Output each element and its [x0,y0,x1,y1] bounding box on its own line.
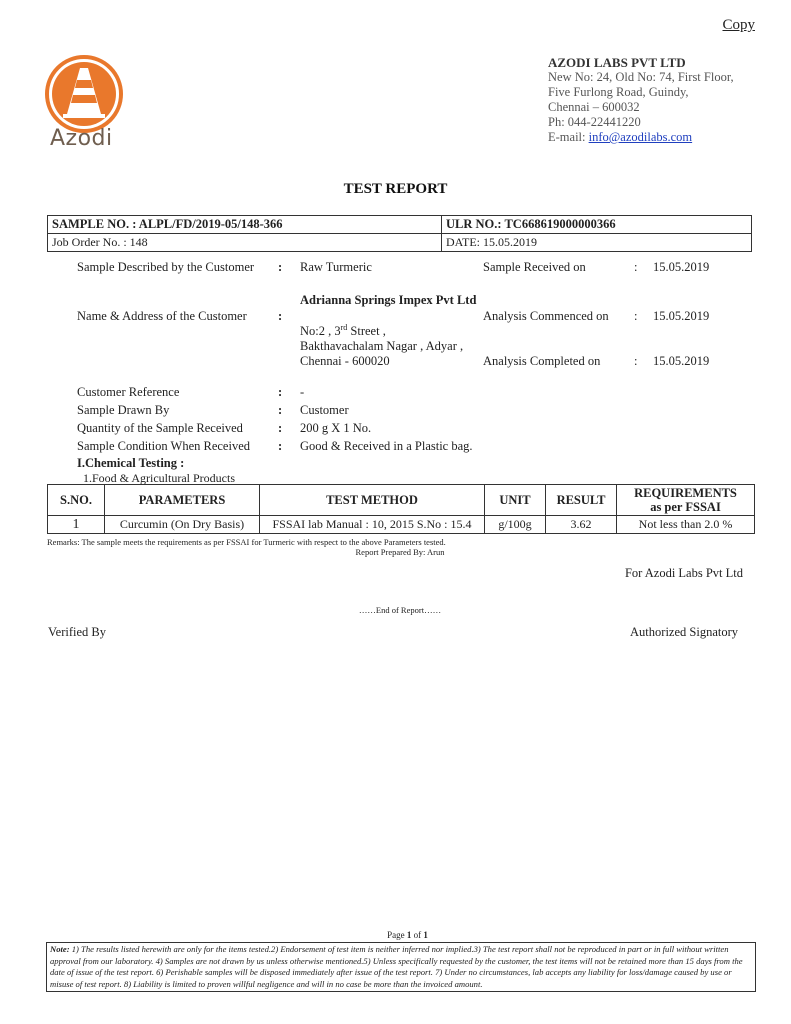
page-number [0,930,791,940]
sample-received-label: Sample Received on [483,260,586,274]
company-name: AZODI LABS PVT LTD [548,55,686,70]
colon: : [278,260,283,274]
customer-address-line2: Bakthavachalam Nagar , Adyar , [300,339,464,353]
sample-described-value: Raw Turmeric [300,260,372,274]
logo-text: Azodi [50,126,113,151]
header-parameters: PARAMETERS [105,485,260,516]
page-total: 1 [423,930,428,940]
note-text: 1) The results listed herewith are only for the items tested.2) Endorsement of test item is neither inferred nor implied.3) The test report shall not be reproduced in part or in full without written approval from our laboratory. 4) Samples are not drawn by us unless otherwise mentioned.5) Unless specifically requested by the customer, the test items will not be retained more than 15 days from the date of issue of the test report. 6) Perishable samples will be disposed immediately after issue of the test report. 7) Under no circumstances, lab accepts any liability for loss/damage caused by use or misuse of test report. 8) Liability is limited to proven willful negligence and will in no case be more than the invoiced amount. [50,944,743,989]
verified-by: Verified By [48,625,106,639]
results-table [47,484,755,534]
for-company: For Azodi Labs Pvt Ltd [624,566,743,580]
company-address-line2: Five Furlong Road, Guindy, [548,85,689,99]
header-requirements [617,485,755,516]
report-title: TEST REPORT [343,181,448,197]
header-result: RESULT [546,485,617,516]
company-info [548,55,734,145]
sample-received-value: 15.05.2019 [653,260,710,274]
colon: : [634,354,638,368]
company-email-row [548,130,734,145]
colon: : [278,403,283,417]
analysis-completed-value: 15.05.2019 [653,354,710,368]
colon: : [278,439,283,453]
email-link[interactable]: info@azodilabs.com [588,130,693,144]
table-row [48,516,755,534]
colon: : [278,309,283,323]
food-products-heading: 1.Food & Agricultural Products [83,471,235,485]
cell-parameter: Curcumin (On Dry Basis) [105,516,260,534]
sample-drawn-value: Customer [300,403,349,417]
report-prepared-by: Report Prepared By: Arun [355,547,445,557]
company-address-line1: New No: 24, Old No: 74, First Floor, [548,70,734,84]
remarks: Remarks: The sample meets the requirements as per FSSAI for Turmeric with respect to the above Parameters tested. [47,537,446,547]
sample-described-label: Sample Described by the Customer [77,260,255,274]
address-line1-sup: rd [340,323,348,332]
header-sno: S.NO. [48,485,105,516]
footer-note [46,942,756,992]
colon: : [634,260,638,274]
cell-method: FSSAI lab Manual : 10, 2015 S.No : 15.4 [260,516,485,534]
quantity-value: 200 g X 1 No. [300,421,372,435]
customer-reference-value: - [300,385,305,399]
page-of: of [411,930,424,940]
cell-sno: 1 [48,516,105,534]
condition-label: Sample Condition When Received [77,439,250,453]
header-table [47,215,752,252]
header-requirements-line2: as per FSSAI [650,500,721,514]
customer-label: Name & Address of the Customer [77,309,247,323]
sample-drawn-label: Sample Drawn By [77,403,170,417]
customer-name: Adrianna Springs Impex Pvt Ltd [300,293,477,307]
email-label: E-mail: [548,130,589,144]
cell-unit: g/100g [485,516,546,534]
traffic-cone-icon [44,54,124,134]
colon: : [278,421,283,435]
analysis-commenced-value: 15.05.2019 [653,309,710,323]
condition-value: Good & Received in a Plastic bag. [300,439,473,453]
customer-address-line1 [300,323,386,339]
quantity-label: Quantity of the Sample Received [77,421,243,435]
note-label: Note: [50,944,70,954]
colon: : [634,309,638,323]
company-address-line3: Chennai – 600032 [548,100,640,114]
colon: : [278,385,283,399]
page-prefix: Page [387,930,407,940]
cell-result: 3.62 [546,516,617,534]
copy-label: Copy [722,17,755,33]
company-phone: Ph: 044-22441220 [548,115,641,129]
customer-address-line3: Chennai - 600020 [300,354,390,368]
cell-requirement: Not less than 2.0 % [617,516,755,534]
job-order-no: Job Order No. : 148 [48,234,442,252]
page-current: 1 [406,930,412,940]
address-line1-post: Street , [347,324,386,339]
address-line1-pre: No:2 , 3 [300,324,341,339]
header-unit: UNIT [485,485,546,516]
authorized-signatory: Authorized Signatory [630,625,738,639]
end-of-report: ……End of Report…… [358,605,442,615]
analysis-commenced-label: Analysis Commenced on [483,309,609,323]
chemical-testing-heading: I.Chemical Testing : [77,456,185,470]
sample-no: SAMPLE NO. : ALPL/FD/2019-05/148-366 [48,216,442,234]
header-requirements-line1: REQUIREMENTS [634,486,737,500]
header-test-method: TEST METHOD [260,485,485,516]
customer-reference-label: Customer Reference [77,385,180,399]
report-date: DATE: 15.05.2019 [442,234,752,252]
ulr-no: ULR NO.: TC668619000000366 [442,216,752,234]
analysis-completed-label: Analysis Completed on [483,354,601,368]
